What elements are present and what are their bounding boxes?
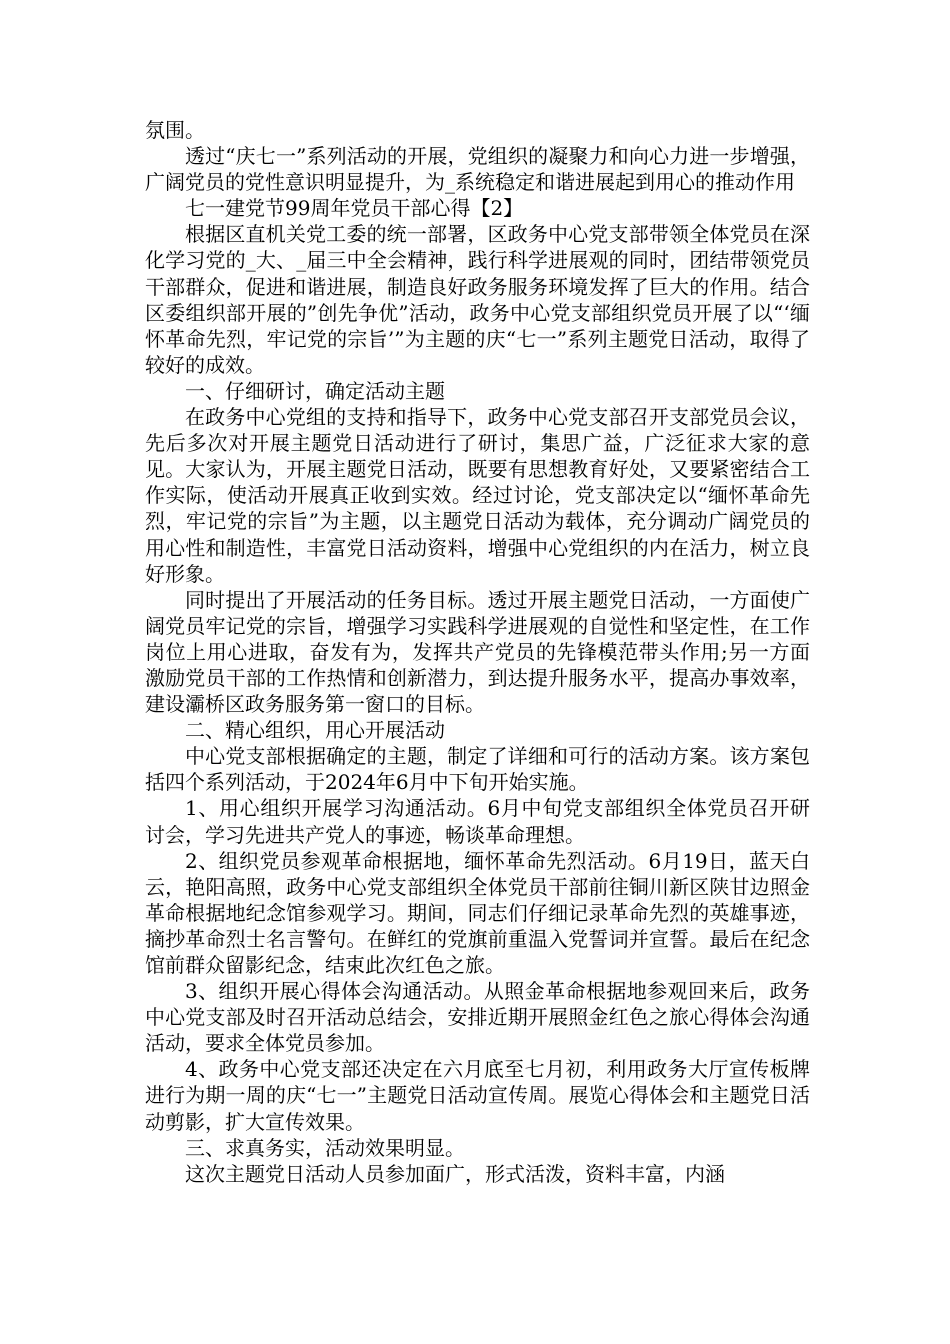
- list-item: 1、用心组织开展学习沟通活动。6月中旬党支部组织全体党员召开研讨会，学习先进共产党人的事迹，畅谈革命理想。: [145, 796, 810, 847]
- list-item: 2、组织党员参观革命根据地，缅怀革命先烈活动。6月19日，蓝天白云，艳阳高照，政务中心党支部组织全体党员干部前往铜川新区陕甘边照金革命根据地纪念馆参观学习。期间，同志们仔细记录革命先烈的英雄事迹，摘抄革命烈士名言警句。在鲜红的党旗前重温入党誓词并宣誓。最后在纪念馆前群众留影纪念，结束此次红色之旅。: [145, 848, 810, 977]
- document-body: [145, 117, 810, 1187]
- section-heading: 七一建党节99周年党员干部心得【2】: [185, 196, 524, 221]
- paragraph: 同时提出了开展活动的任务目标。透过开展主题党日活动，一方面使广阔党员牢记党的宗旨，增强学习实践科学进展观的自觉性和坚定性，在工作岗位上用心进取，奋发有为，发挥共产党员的先锋模范带头作用;另一方面激励党员干部的工作热情和创新潜力，到达提升服务水平，提高办事效率，建设灞桥区政务服务第一窗口的目标。: [145, 587, 810, 717]
- paragraph: 在政务中心党组的支持和指导下，政务中心党支部召开支部党员会议，先后多次对开展主题党日活动进行了研讨，集思广益，广泛征求大家的意见。大家认为，开展主题党日活动，既要有思想教育好处，又要紧密结合工作实际，使活动开展真正收到实效。经过讨论，党支部决定以“缅怀革命先烈，牢记党的宗旨”为主题，以主题党日活动为载体，充分调动广阔党员的用心性和制造性，丰富党日活动资料，增强中心党组织的内在活力，树立良好形象。: [145, 405, 810, 586]
- section-heading: 一、仔细研讨，确定活动主题: [185, 378, 445, 403]
- paragraph: 这次主题党日活动人员参加面广，形式活泼，资料丰富，内涵: [185, 1161, 725, 1186]
- list-item: 4、政务中心党支部还决定在六月底至七月初，利用政务大厅宣传板牌进行为期一周的庆“七一”主题党日活动宣传周。展览心得体会和主题党日活动剪影，扩大宣传效果。: [145, 1057, 810, 1134]
- section-heading: 二、精心组织，用心开展活动: [185, 718, 445, 743]
- paragraph: 氛围。: [145, 118, 205, 142]
- paragraph: 透过“庆七一”系列活动的开展，党组织的凝聚力和向心力进一步增强，广阔党员的党性意识明显提升，为_系统稳定和谐进展起到用心的推动作用: [145, 144, 810, 195]
- paragraph: 根据区直机关党工委的统一部署，区政务中心党支部带领全体党员在深化学习党的_大、_届三中全会精神，践行科学进展观的同时，团结带领党员干部群众，促进和谐进展，制造良好政务服务环境发挥了巨大的作用。结合区委组织部开展的”创先争优”活动，政务中心党支部组织党员开展了以“‘缅怀革命先烈，牢记党的宗旨’”为主题的庆“七一”系列主题党日活动，取得了较好的成效。: [145, 222, 810, 377]
- list-item: 3、组织开展心得体会沟通活动。从照金革命根据地参观回来后，政务中心党支部及时召开活动总结会，安排近期开展照金红色之旅心得体会沟通活动，要求全体党员参加。: [145, 979, 810, 1056]
- paragraph: 中心党支部根据确定的主题，制定了详细和可行的活动方案。该方案包括四个系列活动，于2024年6月中下旬开始实施。: [145, 744, 810, 795]
- section-heading: 三、求真务实，活动效果明显。: [185, 1135, 465, 1160]
